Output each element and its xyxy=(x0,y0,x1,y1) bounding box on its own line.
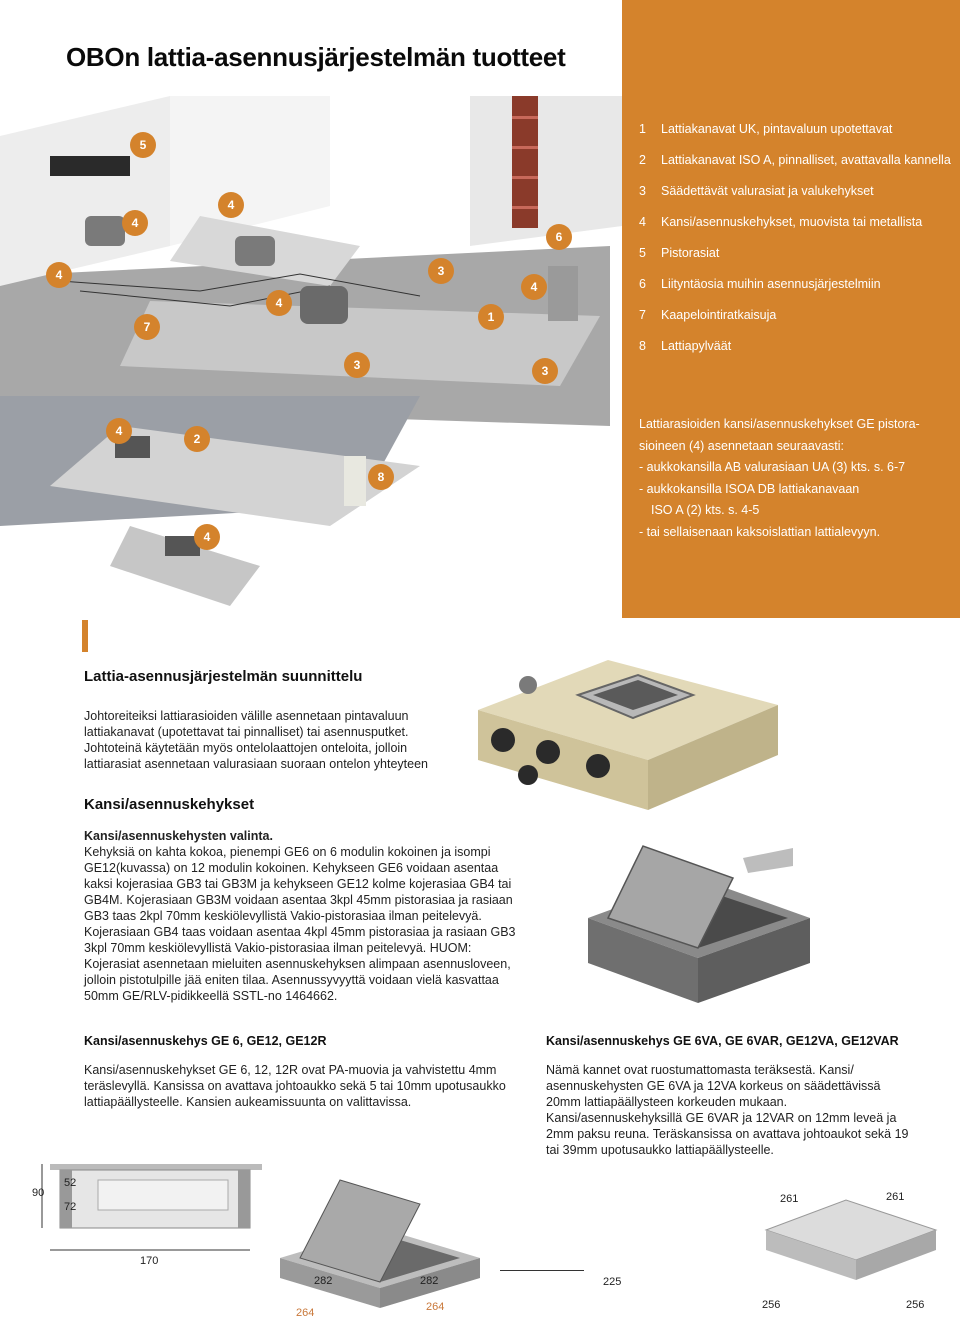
subheading-valinta: Kansi/asennuskehysten valinta. xyxy=(84,829,273,843)
legend-panel xyxy=(622,0,960,618)
install-line: sioineen (4) asennetaan seuraavasti: xyxy=(639,438,844,453)
valinta-text: Kehyksiä on kahta kokoa, pienempi GE6 on 6 modulin kokoinen ja isompi GE12(kuvassa) on 12 modulin kokoinen. Kehykseen GE6 voidaan asentaa kaksi kojerasiaa GB3 tai GB3M ja kehykseen GE12 kolme kojerasiaa GB4 tai GB4M. Kojerasiaan GB3M voidaan asentaa 3kpl 45mm pistorasiaa ja rasiaan GB3 taas 2kpl 70mm keskiölevyllistä Vakio-pistorasiaa ilman peitelevyä. Kojerasiaan GB4 taas voidaan asentaa 4kpl 45mm pistorasiaa ja rasiaan GB3 3kpl 70mm keskiölevyllistä Vakio-pistorasiaa ilman peitelevyä. HUOM: Kojerasiat asennetaan mieluiten asennuskehyksen alimpaan asennusloveen, jolloin pistotulpille jää eniten tilaa. Asennussyvyyttä voidaan vielä kasvattaa 50mm GE/RLV-pidikkeellä SSTL-no 1464662. xyxy=(84,845,516,1003)
dimension-label: 264 xyxy=(296,1307,315,1318)
legend-number: 1 xyxy=(639,122,646,136)
install-line: - aukkokansilla ISOA DB lattiakanavaan xyxy=(639,481,860,496)
legend-text: Lattiakanavat ISO A, pinnalliset, avattavalla kannella xyxy=(661,153,951,167)
dimension-label: 225 xyxy=(603,1276,622,1288)
dimension-label: 261 xyxy=(886,1191,905,1203)
legend-item xyxy=(639,215,951,230)
steel-frame-drawing xyxy=(756,1180,946,1310)
legend-item xyxy=(639,184,951,199)
callout-badge: 4 xyxy=(218,192,244,218)
section-body-valinta xyxy=(84,828,524,1004)
dimension-label: 261 xyxy=(780,1193,799,1205)
callout-badge: 6 xyxy=(546,224,572,250)
legend-item xyxy=(639,277,951,292)
conduit-opening xyxy=(518,765,538,785)
callout-badge: 4 xyxy=(521,274,547,300)
legend-item xyxy=(639,153,951,168)
callout-badge: 2 xyxy=(184,426,210,452)
left-column-heading: Kansi/asennuskehys GE 6, GE12, GE12R xyxy=(84,1034,327,1048)
open-frame-drawing xyxy=(270,1160,530,1318)
legend-number: 8 xyxy=(639,339,646,353)
legend-text: Kaapelointiratkaisuja xyxy=(661,308,777,322)
socket-strip xyxy=(743,848,793,873)
section-heading-kansi: Kansi/asennuskehykset xyxy=(84,796,255,813)
dimension-label: 170 xyxy=(140,1255,159,1267)
install-line: Lattiarasioiden kansi/asennuskehykset GE pistora- xyxy=(639,417,920,431)
dimension-line xyxy=(500,1270,584,1271)
callout-badge: 4 xyxy=(194,524,220,550)
legend-item xyxy=(639,246,951,261)
legend-number: 5 xyxy=(639,246,646,260)
section-heading-suunnittelu: Lattia-asennusjärjestelmän suunnittelu xyxy=(84,668,363,685)
legend-text: Liityntäosia muihin asennusjärjestelmiin xyxy=(661,277,881,291)
floor-box xyxy=(235,236,275,266)
floor-box xyxy=(85,216,125,246)
right-column-heading: Kansi/asennuskehys GE 6VA, GE 6VAR, GE12VA, GE12VAR xyxy=(546,1034,899,1048)
callout-badge: 8 xyxy=(368,464,394,490)
left-column-body: Kansi/asennuskehykset GE 6, 12, 12R ovat PA-muovia ja vahvistettu 4mm teräslevyllä. Kansissa on avattava johtoaukko sekä 5 tai 10mm upotusaukko lattiapäällysteelle. Kansien aukeamissuunta on valittavissa. xyxy=(84,1063,506,1109)
legend-text: Säädettävät valurasiat ja valukehykset xyxy=(661,184,874,198)
legend-number: 2 xyxy=(639,153,646,167)
install-line: ISO A (2) kts. s. 4-5 xyxy=(651,503,760,517)
floor-box xyxy=(300,286,348,324)
frame-product-image xyxy=(588,838,820,1008)
legend-text: Kansi/asennuskehykset, muovista tai metallista xyxy=(661,215,923,229)
conduit-opening xyxy=(536,740,560,764)
install-line: - aukkokansilla AB valurasiaan UA (3) kts. s. 6-7 xyxy=(639,460,906,474)
socket-module xyxy=(50,156,130,176)
callout-badge: 4 xyxy=(46,262,72,288)
legend-item xyxy=(639,339,951,354)
right-column-body: Nämä kannet ovat ruostumattomasta teräksestä. Kansi/ asennuskehysten GE 6VA ja 12VA korkeus on säädettävissä 20mm lattiapäällysteen korkeuden mukaan. Kansi/asennuskehyksillä GE 6VAR ja 12VAR on 12mm leveä ja 2mm paksu reuna. Teräskansissa on avattava johtoaukot sekä 19 tai 39mm upotusaukko lattiapäällysteelle. xyxy=(546,1063,909,1157)
callout-badge: 4 xyxy=(106,418,132,444)
floor-system-drawing xyxy=(0,96,622,616)
dimension-label: 256 xyxy=(906,1299,925,1310)
legend-text: Lattiakanavat UK, pintavaluun upotettavat xyxy=(661,122,893,136)
dimension-label: 282 xyxy=(420,1275,439,1287)
conduit-opening xyxy=(491,728,515,752)
callout-badge: 4 xyxy=(266,290,292,316)
cast-box-image xyxy=(468,650,788,815)
section-accent-bar xyxy=(82,620,88,652)
callout-badge: 3 xyxy=(344,352,370,378)
installation-notes xyxy=(639,414,951,543)
callout-badge: 4 xyxy=(122,210,148,236)
legend-number: 4 xyxy=(639,215,646,229)
callout-badge: 7 xyxy=(134,314,160,340)
callout-badge: 5 xyxy=(130,132,156,158)
floor-system-illustration xyxy=(0,96,622,616)
legend-item xyxy=(639,308,951,323)
legend-text: Lattiapylväät xyxy=(661,339,732,353)
legend-list xyxy=(639,122,951,370)
callout-badge: 3 xyxy=(428,258,454,284)
dimension-label: 90 xyxy=(32,1187,45,1199)
legend-text: Pistorasiat xyxy=(661,246,720,260)
floor-column xyxy=(344,456,366,506)
page-title: OBOn lattia-asennusjärjestelmän tuotteet xyxy=(66,42,566,72)
install-line: - tai sellaisenaan kaksoislattian lattialevyyn. xyxy=(639,524,881,539)
dimension-label: 72 xyxy=(64,1201,77,1213)
legend-number: 6 xyxy=(639,277,646,291)
dimension-label: 282 xyxy=(314,1275,333,1287)
dimension-label: 256 xyxy=(762,1299,781,1310)
dimension-label: 264 xyxy=(426,1301,445,1313)
legend-number: 7 xyxy=(639,308,646,322)
floor-box xyxy=(548,266,578,321)
dimension-label: 52 xyxy=(64,1177,77,1189)
callout-badge: 1 xyxy=(478,304,504,330)
legend-number: 3 xyxy=(639,184,646,198)
section-body-suunnittelu: Johtoreiteiksi lattiarasioiden välille asennetaan pintavaluun lattiakanavat (upotettavat tai pinnalliset) tai asennusputket. Johtoteinä käytetään myös ontelolaattojen onteloita, jolloin lattiarasiat asennetaan valurasiaan suoraan ontelon yhteyteen xyxy=(84,709,428,771)
technical-drawing-section xyxy=(28,1160,268,1270)
legend-item xyxy=(639,122,951,137)
callout-badge: 3 xyxy=(532,358,558,384)
conduit-opening xyxy=(586,754,610,778)
